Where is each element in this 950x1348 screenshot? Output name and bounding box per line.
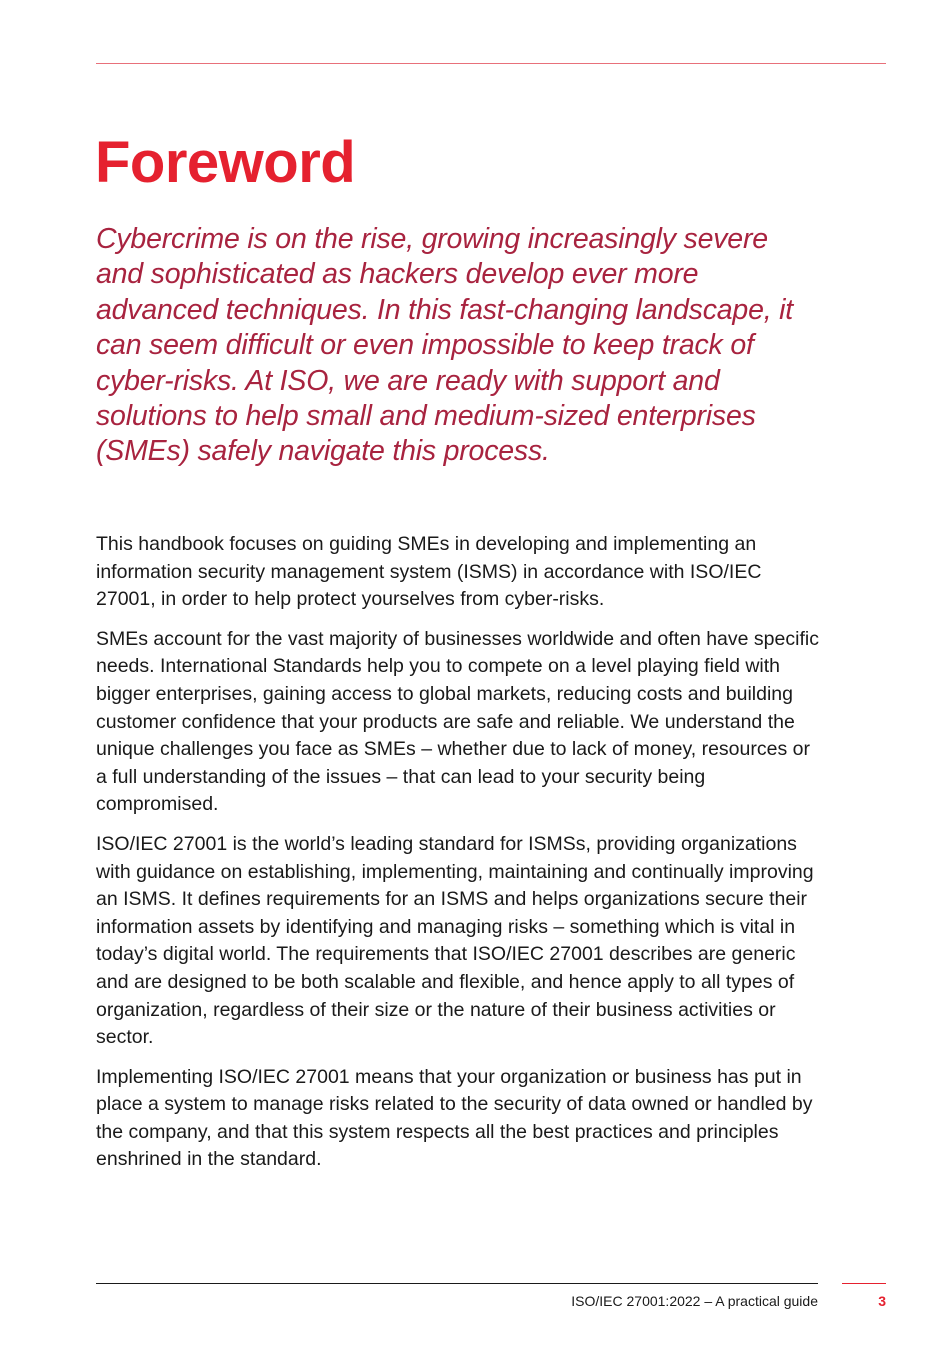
page-number: 3	[878, 1293, 886, 1309]
body-paragraph: SMEs account for the vast majority of businesses worldwide and often have specific needs. International Standards help you to compete on a level playing field with bigger enterprises, gaining access to global markets, reducing costs and building customer confidence that your products are safe and reliable. We understand the unique challenges you face as SMEs – whether due to lack of money, resources or a full understanding of the issues – that can lead to your security being compromised.	[96, 627, 819, 816]
footer-guide-title: ISO/IEC 27001:2022 – A practical guide	[571, 1293, 818, 1309]
intro-lead-paragraph: Cybercrime is on the rise, growing increasingly severe and sophisticated as hackers develop ever more advanced techniques. In this fast-changing landscape, it can seem difficult or even impossible to keep track of cyber-risks. At ISO, we are ready with support and solutions to help small and medium-sized enterprises (SMEs) safely navigate this process.	[96, 223, 794, 468]
body-paragraph: This handbook focuses on guiding SMEs in developing and implementing an information security management system (ISMS) in accordance with ISO/IEC 27001, in order to help protect yourselves from cyber-risks.	[96, 533, 762, 611]
page-title: Foreword	[95, 130, 356, 195]
body-paragraph: ISO/IEC 27001 is the world’s leading standard for ISMSs, providing organizations with guidance on establishing, implementing, maintaining and continually improving an ISMS. It defines requirements for an ISMS and helps organizations secure their information assets by identifying and managing risks – something which is vital in today’s digital world. The requirements that ISO/IEC 27001 describes are generic and are designed to be both scalable and flexible, and hence apply to all types of organization, regardless of their size or the nature of their business activities or sector.	[96, 832, 814, 1049]
body-paragraph: Implementing ISO/IEC 27001 means that your organization or business has put in place a system to manage risks related to the security of data owned or handled by the company, and that this system respects all the best practices and principles enshrined in the standard.	[96, 1065, 813, 1171]
footer-accent-divider	[842, 1283, 886, 1284]
top-divider	[96, 63, 886, 64]
body-text	[96, 531, 824, 1186]
footer-divider	[96, 1283, 818, 1284]
